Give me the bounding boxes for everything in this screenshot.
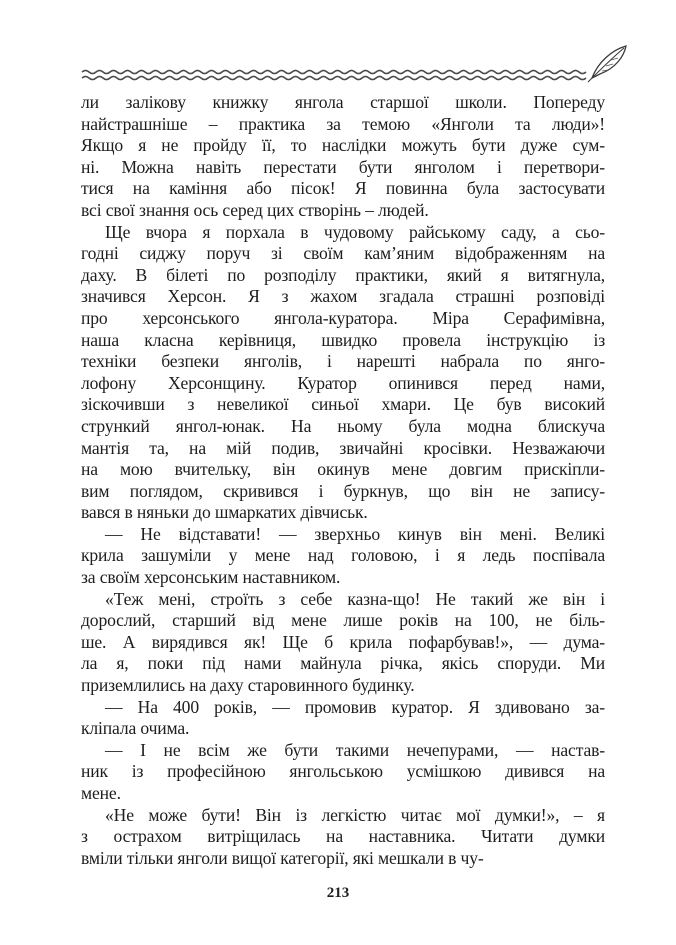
body-text xyxy=(81,92,605,869)
text-line: ла я, поки під нами майнула річка, якісь споруди. Ми xyxy=(81,653,605,674)
wavy-rule-top xyxy=(82,70,586,73)
text-line: з острахом витріщилась на наставника. Читати думки xyxy=(81,826,605,847)
text-line: тися на каміння або пісок! Я повинна була застосувати xyxy=(81,178,605,199)
text-line: значився Херсон. Я з жахом згадала страшні розповіді xyxy=(81,286,605,307)
wavy-rule-bottom xyxy=(82,76,586,79)
text-line: стрункий янгол-юнак. На ньому була модна блискуча xyxy=(81,415,605,436)
text-line: мене. xyxy=(81,783,121,803)
text-line: вався в няньки до шмаркатих дівчиськ. xyxy=(81,502,368,523)
text-line: «Не може бути! Він із легкістю читає мої думки!», – я xyxy=(105,804,605,825)
text-line: Якщо я не пройду її, то наслідки можуть бути дуже сум- xyxy=(81,135,605,156)
text-line: «Теж мені, строїть з себе казна-що! Не такий же він і xyxy=(105,588,605,609)
header-ornament xyxy=(80,40,630,86)
text-line: мантія та, на мій подив, звичайні кросівки. Незважаючи xyxy=(81,437,605,458)
text-line: приземлились на даху старовинного будинку. xyxy=(81,675,415,696)
text-line: — Не відставати! — зверхньо кинув він мені. Великі xyxy=(105,523,605,544)
text-line: зіскочивши з невеликої синьої хмари. Це був високий xyxy=(81,394,605,415)
text-line: вим поглядом, скривився і буркнув, що він не запису- xyxy=(81,480,605,501)
text-line: годні сиджу поруч зі своїм кам’яним відображенням на xyxy=(81,243,605,264)
text-line: ні. Можна навіть перестати бути янголом і перетвори- xyxy=(81,156,605,177)
text-line: всі свої знання ось серед цих створінь – людей. xyxy=(81,199,429,220)
text-line: — На 400 років, — промовив куратор. Я здивовано за- xyxy=(105,696,605,717)
text-line: Ще вчора я порхала в чудовому райському саду, а сьо- xyxy=(105,221,605,242)
text-line: техніки безпеки янголів, і нарешті набрала по янго- xyxy=(81,351,605,372)
text-line: вміли тільки янголи вищої категорії, які мешкали в чу- xyxy=(81,847,484,868)
text-line: ли залікову книжку янгола старшої школи. Попереду xyxy=(81,92,605,112)
text-line: ше. А вирядився як! Ще б крила пофарбував!», — дума- xyxy=(81,631,605,652)
text-line: дорослий, старший від мене лише років на 100, не біль- xyxy=(81,610,605,631)
text-line: за своїм херсонським наставником. xyxy=(81,567,341,588)
page-number: 213 xyxy=(326,885,350,901)
text-line: — І не всім же бути такими нечепурами, — настав- xyxy=(105,739,605,760)
text-line: крила зашуміли у мене над головою, і я ледь поспівала xyxy=(81,545,605,566)
text-line: ник із професійною янгольською усмішкою дивився на xyxy=(81,761,605,782)
text-line: лофону Херсонщину. Куратор опинився перед нами, xyxy=(81,372,605,393)
text-line: наша класна керівниця, швидко провела інструкцію із xyxy=(81,329,605,350)
feather-quill-icon xyxy=(588,46,626,82)
text-line: про херсонського янгола-куратора. Міра Серафимівна, xyxy=(81,307,605,328)
text-line: даху. В білеті по розподілу практики, який я витягнула, xyxy=(81,264,605,285)
text-line: кліпала очима. xyxy=(81,718,190,739)
text-line: на мою вчительку, він окинув мене довгим прискіпли- xyxy=(81,459,605,480)
text-line: найстрашніше – практика за темою «Янголи та люди»! xyxy=(81,113,605,134)
